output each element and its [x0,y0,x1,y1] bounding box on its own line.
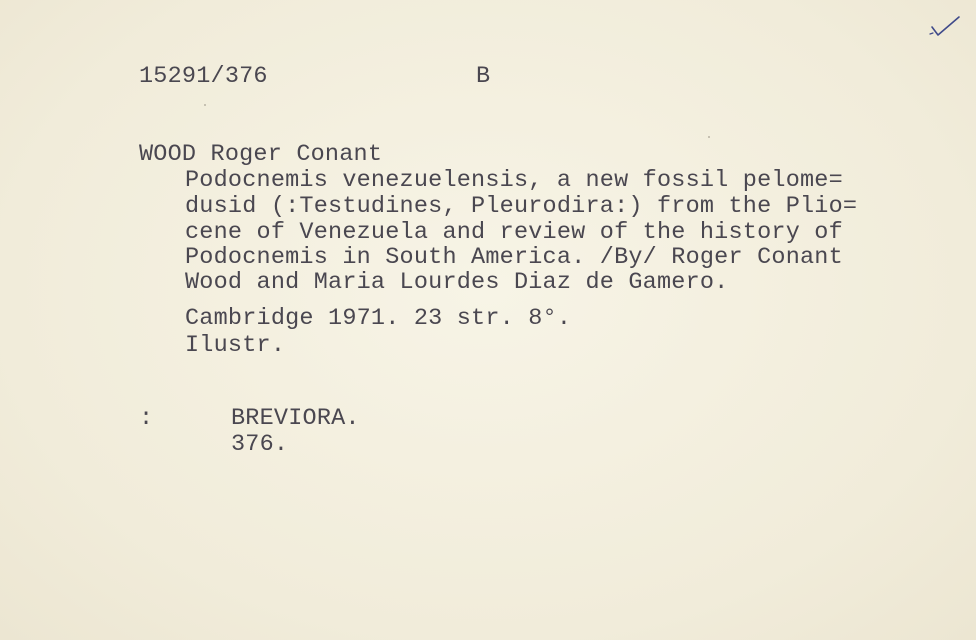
paper-speck [708,136,710,138]
title-line: Podocnemis venezuelensis, a new fossil pelome= [185,167,843,194]
title-line: Wood and Maria Lourdes Diaz de Gamero. [185,269,729,296]
title-line: cene of Venezuela and review of the history of [185,219,843,246]
checkmark-icon [928,14,962,38]
paper-speck [204,104,206,106]
series-number: 376. [231,431,289,458]
series-name: BREVIORA. [231,405,360,432]
title-line: Podocnemis in South America. /By/ Roger Conant [185,244,843,271]
call-number: 15291/376 [139,63,268,90]
imprint-line: Ilustr. [185,332,286,359]
title-line: dusid (:Testudines, Pleurodira:) from the Plio= [185,193,858,220]
author-heading: WOOD Roger Conant [139,141,383,168]
imprint-line: Cambridge 1971. 23 str. 8°. [185,305,572,332]
series-marker: : [139,405,154,432]
section-letter: B [476,63,491,90]
